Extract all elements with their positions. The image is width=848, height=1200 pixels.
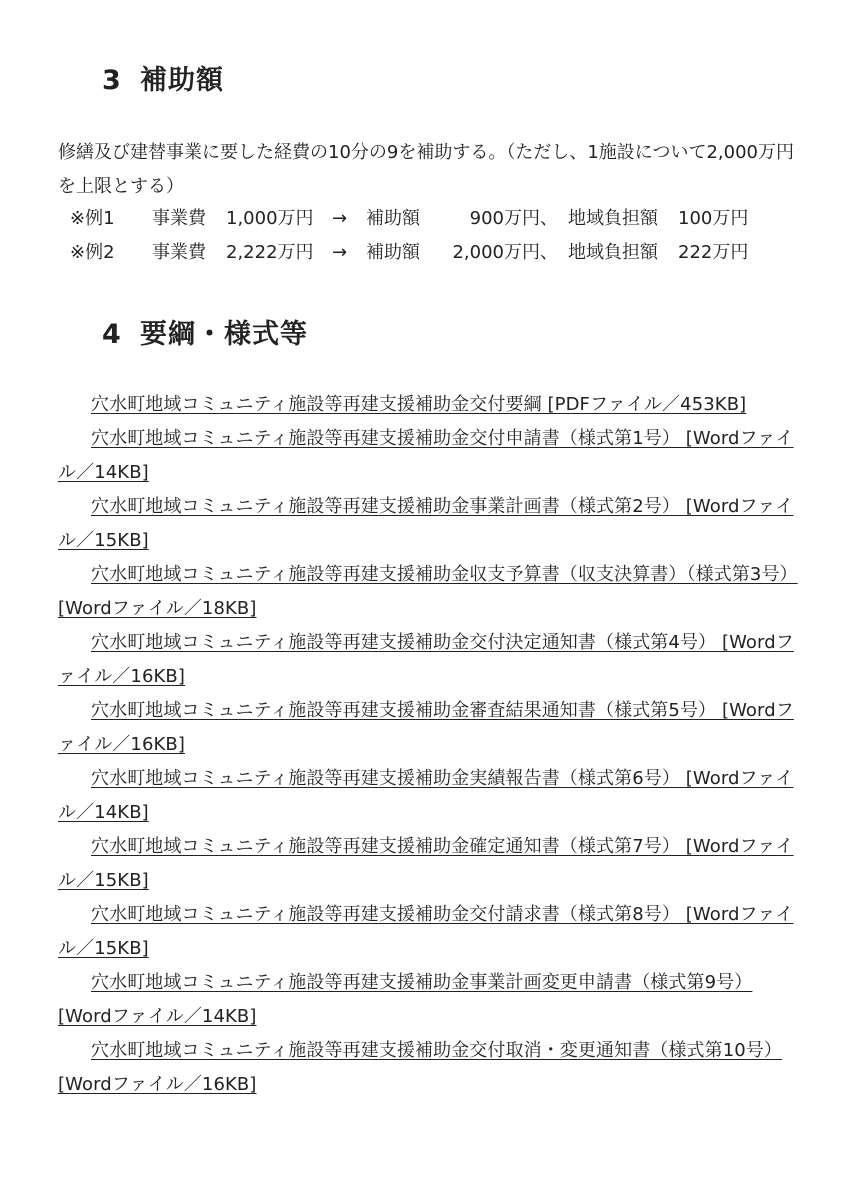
section-3-number: 3: [102, 65, 122, 96]
list-item: [58, 490, 798, 558]
link-form-8-payment-request[interactable]: 穴水町地域コミュニティ施設等再建支援補助金交付請求書（様式第8号） [Wordファイル／15KB]: [58, 904, 794, 959]
link-form-7-confirmation-notice[interactable]: 穴水町地域コミュニティ施設等再建支援補助金確定通知書（様式第7号） [Wordファイル／15KB]: [58, 836, 794, 891]
example-1-cost-label: 事業費: [152, 208, 206, 229]
example-2-cost: 2,222万円: [226, 242, 314, 263]
example-2: [70, 236, 748, 270]
example-1-arrow: →: [332, 208, 348, 229]
list-item: [58, 830, 798, 898]
example-2-subsidy-label: 補助額: [366, 242, 420, 263]
link-form-4-grant-decision-notice[interactable]: 穴水町地域コミュニティ施設等再建支援補助金交付決定通知書（様式第4号） [Wordファイル／16KB]: [58, 632, 794, 687]
section-3-title: 補助額: [140, 65, 224, 96]
section-4-number: 4: [102, 319, 122, 350]
link-form-2-business-plan[interactable]: 穴水町地域コミュニティ施設等再建支援補助金事業計画書（様式第2号） [Wordファイル／15KB]: [58, 496, 794, 551]
list-item: [58, 966, 798, 1034]
list-item: [58, 422, 798, 490]
link-form-9-plan-change-application[interactable]: 穴水町地域コミュニティ施設等再建支援補助金事業計画変更申請書（様式第9号） [Wordファイル／14KB]: [58, 972, 753, 1027]
link-grant-guidelines-pdf[interactable]: 穴水町地域コミュニティ施設等再建支援補助金交付要綱 [PDFファイル／453KB]: [91, 394, 747, 415]
link-form-6-performance-report[interactable]: 穴水町地域コミュニティ施設等再建支援補助金実績報告書（様式第6号） [Wordファイル／14KB]: [58, 768, 794, 823]
section-4-title: 要綱・様式等: [140, 319, 308, 350]
list-item: [58, 1034, 798, 1102]
example-2-label: ※例2: [70, 242, 115, 263]
list-item: [58, 388, 798, 422]
example-1-local: 100万円: [678, 208, 749, 229]
section-4-heading: [102, 312, 308, 351]
example-1-label: ※例1: [70, 208, 115, 229]
link-form-3-budget[interactable]: 穴水町地域コミュニティ施設等再建支援補助金収支予算書（収支決算書）（様式第3号） [Wordファイル／18KB]: [58, 564, 798, 619]
example-1-subsidy: 900万円、: [469, 208, 558, 229]
example-1-local-label: 地域負担額: [568, 208, 658, 229]
list-item: [58, 558, 798, 626]
list-item: [58, 762, 798, 830]
example-2-cost-label: 事業費: [152, 242, 206, 263]
link-form-1-application[interactable]: 穴水町地域コミュニティ施設等再建支援補助金交付申請書（様式第1号） [Wordファイル／14KB]: [58, 428, 794, 483]
subsidy-description: 修繕及び建替事業に要した経費の10分の9を補助する。（ただし、1施設について2,000万円を上限とする）: [58, 142, 794, 197]
example-2-local-label: 地域負担額: [568, 242, 658, 263]
example-2-subsidy: 2,000万円、: [452, 242, 558, 263]
list-item: [58, 626, 798, 694]
link-form-10-cancellation-change-notice[interactable]: 穴水町地域コミュニティ施設等再建支援補助金交付取消・変更通知書（様式第10号） [Wordファイル／16KB]: [58, 1040, 782, 1095]
list-item: [58, 898, 798, 966]
example-1: [70, 202, 748, 236]
example-1-cost: 1,000万円: [226, 208, 314, 229]
list-item: [58, 694, 798, 762]
example-2-arrow: →: [332, 242, 348, 263]
section-3-heading: [102, 58, 224, 97]
example-2-local: 222万円: [678, 242, 749, 263]
link-form-5-review-result-notice[interactable]: 穴水町地域コミュニティ施設等再建支援補助金審査結果通知書（様式第5号） [Wordファイル／16KB]: [58, 700, 794, 755]
example-1-subsidy-label: 補助額: [366, 208, 420, 229]
form-links-list: [58, 388, 798, 1102]
